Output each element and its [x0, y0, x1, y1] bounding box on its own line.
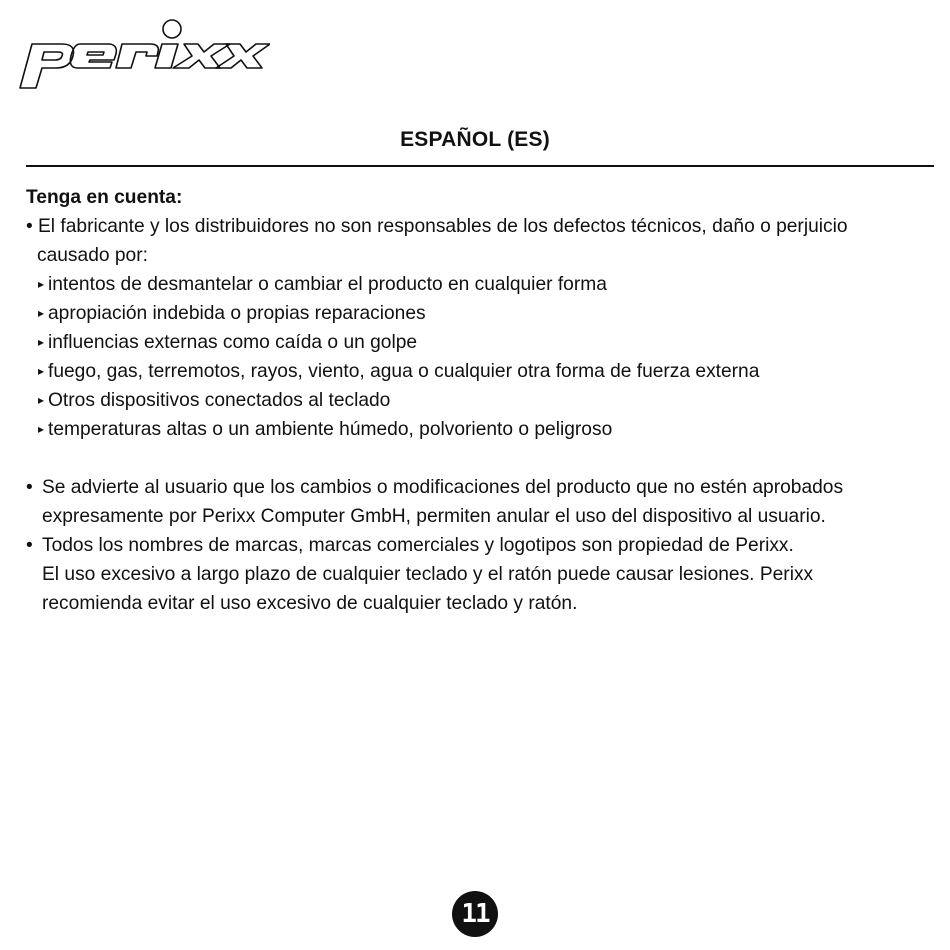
triangle-bullet-icon: ▸	[38, 393, 45, 407]
title-divider	[26, 165, 934, 167]
triangle-bullet-icon: ▸	[38, 422, 45, 436]
bullet-continuation: expresamente por Perixx Computer GmbH, permiten anular el uso del dispositivo al usuario.	[42, 506, 826, 527]
paragraph-gap	[26, 444, 936, 473]
bullet-item	[26, 212, 936, 241]
bullet-text: Todos los nombres de marcas, marcas comerciales y logotipos son propiedad de Perixx.	[42, 535, 794, 556]
page-number-badge: 11	[452, 891, 498, 937]
triangle-bullet-icon: ▸	[38, 277, 45, 291]
cause-text: apropiación indebida o propias reparaciones	[48, 303, 426, 324]
bullet-item	[26, 473, 936, 502]
notice-body	[26, 183, 936, 618]
cause-item	[26, 415, 936, 444]
bullet-text: El fabricante y los distribuidores no son responsables de los defectos técnicos, daño o perjuicio	[38, 216, 848, 237]
cause-item	[26, 357, 936, 386]
cause-text: influencias externas como caída o un golpe	[48, 332, 418, 353]
bullet-continuation: El uso excesivo a largo plazo de cualquier teclado y el ratón puede causar lesiones. Perixx	[42, 564, 814, 585]
triangle-bullet-icon: ▸	[38, 306, 45, 320]
cause-item	[26, 299, 936, 328]
bullet-dot: •	[26, 216, 33, 237]
cause-item	[26, 270, 936, 299]
cause-text: temperaturas altas o un ambiente húmedo, polvoriento o peligroso	[48, 419, 613, 440]
bullet-continuation: recomienda evitar el uso excesivo de cualquier teclado y ratón.	[42, 593, 578, 614]
triangle-bullet-icon: ▸	[38, 335, 45, 349]
cause-text: Otros dispositivos conectados al teclado	[48, 390, 391, 411]
cause-item	[26, 328, 936, 357]
triangle-bullet-icon: ▸	[38, 364, 45, 378]
bullet-dot: •	[26, 477, 33, 498]
perixx-logo-mark	[18, 16, 270, 92]
notice-heading: Tenga en cuenta:	[26, 187, 183, 208]
bullet-item	[26, 531, 936, 560]
bullet-continuation: causado por:	[37, 245, 148, 266]
cause-text: intentos de desmantelar o cambiar el producto en cualquier forma	[48, 274, 607, 295]
cause-text: fuego, gas, terremotos, rayos, viento, agua o cualquier otra forma de fuerza externa	[48, 361, 760, 382]
perixx-logo	[18, 16, 270, 92]
cause-item	[26, 386, 936, 415]
section-title: ESPAÑOL (ES)	[400, 128, 550, 151]
bullet-dot: •	[26, 535, 33, 556]
bullet-text: Se advierte al usuario que los cambios o modificaciones del producto que no estén aprobados	[42, 477, 844, 498]
